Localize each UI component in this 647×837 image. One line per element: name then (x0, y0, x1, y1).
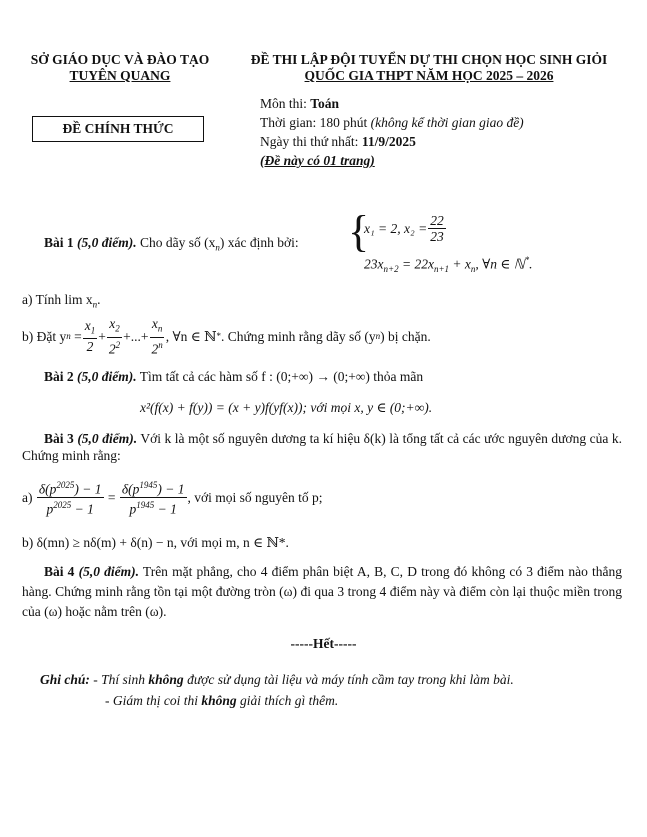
exam-date: Ngày thi thứ nhất: 11/9/2025 (260, 134, 416, 149)
recurrence-relation: $23x_{n+2} = 22x_{n+1} + x_n$, ∀n ∈ ℕ*. (364, 255, 533, 275)
problem-1-statement: Bài 1 (5,0 điểm). Cho dãy số $(x_n)$ xác định bởi: (44, 235, 299, 253)
problem-1-part-a: a) Tính $\lim x_n$. (22, 292, 101, 310)
exam-title: ĐỀ THI LẬP ĐỘI TUYỂN DỰ THI CHỌN HỌC SINH GIỎI QUỐC GIA THPT NĂM HỌC 2025 – 2026 (250, 52, 608, 83)
exam-meta (260, 94, 640, 170)
problem-2-statement: Bài 2 (5,0 điểm). Tìm tất cả các hàm số f : (0;+∞) → (0;+∞) thỏa mãn (44, 369, 424, 384)
problem-1-part-b: b) Đặt y n = $\frac{x_1}{2}$ + $\frac{x_2}{2^2}$ +...+ $\frac{x_n}{2^n}$ , ∀n ∈ ℕ * . Chứng minh rằng dãy số (y n ) bị chặn. (22, 316, 431, 357)
problem-3-statement: Bài 3 (5,0 điểm). Với k là một số nguyên dương ta kí hiệu δ(k) là tổng tất cả các ước nguyên dương của k. Chứng minh rằng: (22, 431, 622, 463)
problem-4-statement: Bài 4 (5,0 điểm). Trên mặt phẳng, cho 4 điểm phân biệt A, B, C, D trong đó không có 3 điểm nào thẳng hàng. Chứng minh rằng tồn tại một đường tròn (ω) đi qua 3 trong 4 điểm này và điểm còn lại thuộc miền trong của (ω) hoặc nằm trên (ω). (22, 564, 622, 619)
notes (40, 669, 640, 711)
initial-conditions: x₁ = 2, x₂ = $\frac{22}{23}$ (364, 212, 444, 244)
note-line-1: Ghi chú: - Thí sinh không được sử dụng tài liệu và máy tính cầm tay trong khi làm bài. (40, 672, 514, 687)
problem-3-part-a: a) $\frac{\delta(p^{2025}) - 1}{p^{2025} - 1}$ = $\frac{\delta(p^{1945}) - 1}{p^{1945} - 1}$ , với mọi số nguyên tố p; (22, 480, 323, 516)
time-allowed: Thời gian: 180 phút (không kể thời gian giao đề) (260, 115, 524, 130)
end-mark: -----Hết----- (290, 636, 357, 651)
pages-note: (Đề này có 01 trang) (260, 153, 375, 168)
recurrence-system (364, 212, 532, 278)
official-label: ĐỀ CHÍNH THỨC (32, 116, 204, 142)
subject: Môn thi: Toán (260, 96, 340, 111)
department-name: SỞ GIÁO DỤC VÀ ĐÀO TẠO TUYÊN QUANG (30, 52, 210, 83)
fraction-22-23: $\frac{22}{23}$ (430, 212, 444, 244)
system-brace: { (348, 207, 370, 256)
note-line-2: - Giám thị coi thi không giải thích gì thêm. (105, 693, 339, 708)
problem-3-part-b: b) δ(mn) ≥ nδ(m) + δ(n) − n, với mọi m, n ∈ ℕ*. (22, 535, 289, 550)
problem-2-equation: x²(f(x) + f(y)) = (x + y)f(yf(x)); với mọi x, y ∈ (0;+∞). (140, 400, 433, 415)
